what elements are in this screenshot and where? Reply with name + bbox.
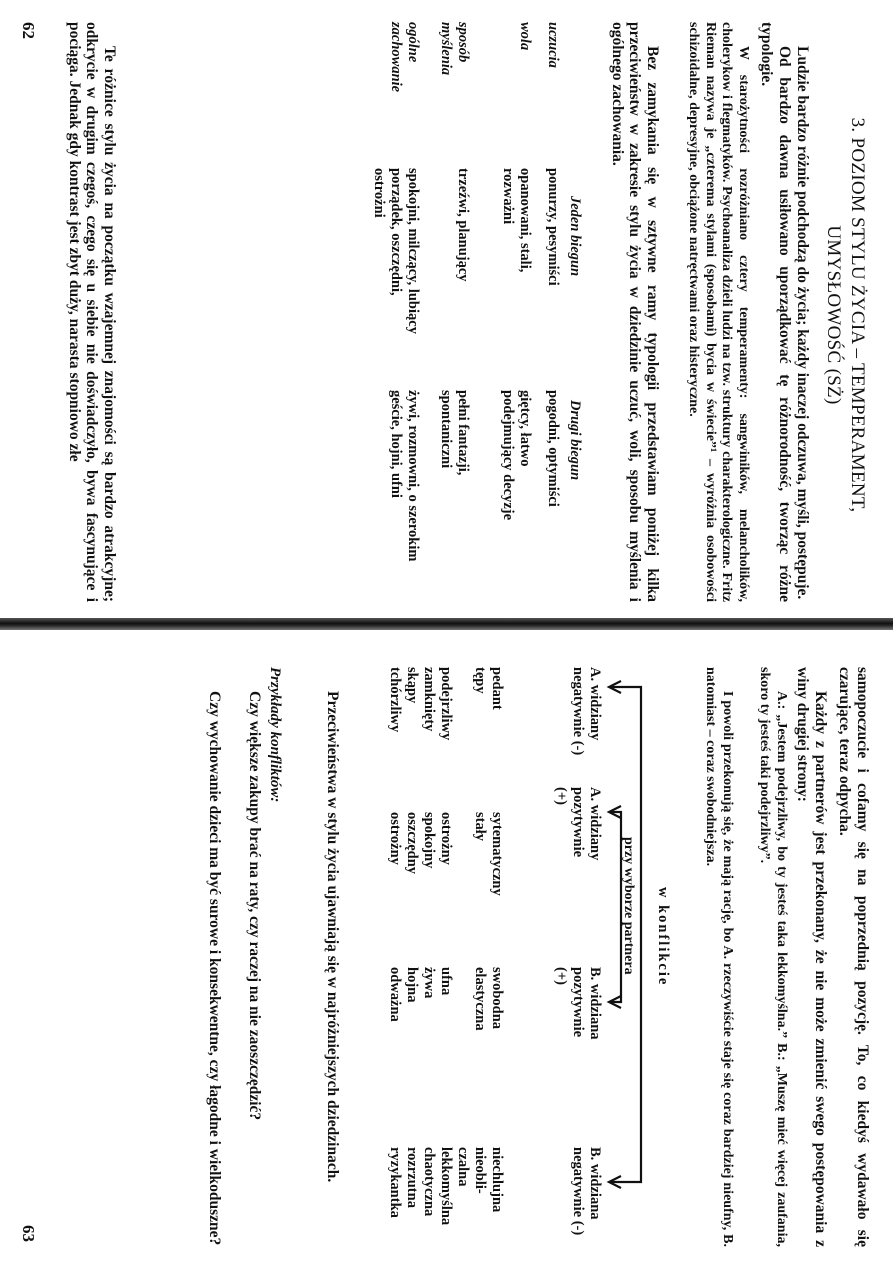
paragraph-opposites: Bez zamykania się w sztywne ramy typologii przedstawiam poniżej kilka przeciwieństw w zakresie stylu życia w dziedzinie uczuć, woli, sposobu myślenia i ogólnego zachowania. (609, 22, 661, 602)
chapter-title: 3. POZIOM STYLU ŻYCIA – TEMPERAMENT, UMYSŁOWOŚĆ (SŻ) (823, 117, 868, 513)
page-number: 63 (19, 1225, 38, 1242)
col-head-pole2: Drugi biegun (567, 400, 583, 481)
page-63 (0, 627, 893, 1263)
a-positive: A. widziany pozytywnie (+) (553, 787, 603, 861)
row-pole1: opanowani, stali, rozważni (500, 168, 533, 273)
traits-col-a-pos: sytematyczny stały ostrożny spokojny oszczędny ostrożny (387, 812, 505, 896)
paragraph-continuation: samopoczucie i cofamy się na poprzednią pozycję. To, co kiedyś wydawało się czarujące, teraz odpycha. (836, 667, 871, 1247)
row-label: sposób myślenia (438, 22, 471, 76)
paragraph-intro: Ludzie bardzo różnie podchodzą do życia; każdy inaczej odczuwa, myśli, postępuje. (794, 46, 811, 600)
conflict-label: w konflikcie (655, 887, 671, 987)
examples-heading: Przykłady konfliktów: (267, 667, 283, 803)
paragraph-example-2: Czy wychowanie dzieci ma być surowe i konsekwentne, czy łagodne i wielkoduszne? (206, 691, 223, 1246)
a-negative: A. widziany negatywnie (-) (570, 667, 603, 756)
traits-table (365, 627, 505, 1263)
traits-col-b-pos: swobodna elastyczna ufna żywa hojna odważna (387, 967, 505, 1031)
conflict-diagram (503, 627, 683, 1263)
row-pole1: spokojni, milczący, lubiący porządek, oszczędni, ostrożni (371, 168, 421, 334)
row-pole1: trzeźwi, planujący (455, 168, 471, 282)
paragraph-dialogue: A.: „Jestem podejrzliwy, bo ty jesteś taka lekkomyślna.” B.: „Muszę mieć więcej zaufania, skoro ty jesteś taki podejrzliwy”. (757, 667, 789, 1247)
traits-col-a-neg: pedant tępy podejrzliwy zamknięty skąpy tchórzliwy (387, 667, 505, 741)
row-label: uczucia (545, 22, 561, 68)
col-head-pole1: Jeden biegun (567, 196, 583, 277)
traits-col-b-neg: niechlujna nieobli- czalna lekkomyślna chaotyczna rozrzutna ryzykantka (387, 1147, 505, 1226)
row-pole2: pełni fantazji, spontaniczni (438, 390, 471, 476)
b-negative: B. widziana negatywnie (-) (570, 1147, 603, 1236)
row-pole1: ponurzy, pesymiści (545, 168, 561, 286)
page-number: 62 (19, 22, 38, 39)
row-label: wola (517, 22, 533, 51)
paragraph-partners: Każdy z partnerów jest przekonany, że nie może zmienić swego postępowania z winy drugiej strony: (794, 667, 829, 1247)
b-positive: B. widziana pozytywnie (+) (553, 967, 603, 1040)
row-pole2: żywi, rozmowni, o szerokim geście, hojni, ufni (388, 390, 421, 562)
row-pole2: pogodni, optymiści (545, 390, 561, 507)
paragraph-convinced: I powoli przekonują się, że mają rację, bo A. rzeczywiście staje się coraz bardziej nieufny, B. natomiast – coraz swobodniejsza. (703, 667, 735, 1247)
paragraph-example-1: Czy większe zakupy brać na raty, czy raczej na nie zaoszczędzić? (246, 691, 263, 1121)
row-label: ogólne zachowanie (388, 22, 421, 93)
opposites-table (371, 0, 583, 622)
paragraph-domains: Przeciwieństwa w stylu życia ujawniają się w najróżniejszych dziedzinach. (324, 691, 341, 1183)
paragraph-temperaments: W starożytności rozróżniano cztery temperamenty: sangwiników, melancholików, cholerykow i flegmatyków. Psychoanaliza dzieli ludzi na tzw. struktury charakterologiczne. Fritz Rieman nazywa je „czterema stylami (sposobami) bycia w świecie”¹ – wyróżnia osobowości schizoidalne, depresyjne, obciążone natręctwami oraz histeryczne. (686, 22, 751, 602)
row-pole2: giętcy, łatwo podejmujący decyzje (500, 390, 533, 521)
paragraph-attraction: Te różnice stylu życia na początku wzajemnej znajomości są bardzo atrakcyjne; odkrycie w drugim czegoś, czego się u siebie nie doświadczyło, bywa fascynujące i pociąga. Jednak gdy kontrast jest zbyt duży, narasta stopniowo złe (66, 22, 118, 602)
page-62 (0, 0, 893, 622)
paragraph-typologies: Od bardzo dawna usiłowano uporządkować tę różnorodność, tworząc różne typologie. (758, 22, 793, 602)
choice-label: przy wyborze partnera (621, 837, 636, 975)
